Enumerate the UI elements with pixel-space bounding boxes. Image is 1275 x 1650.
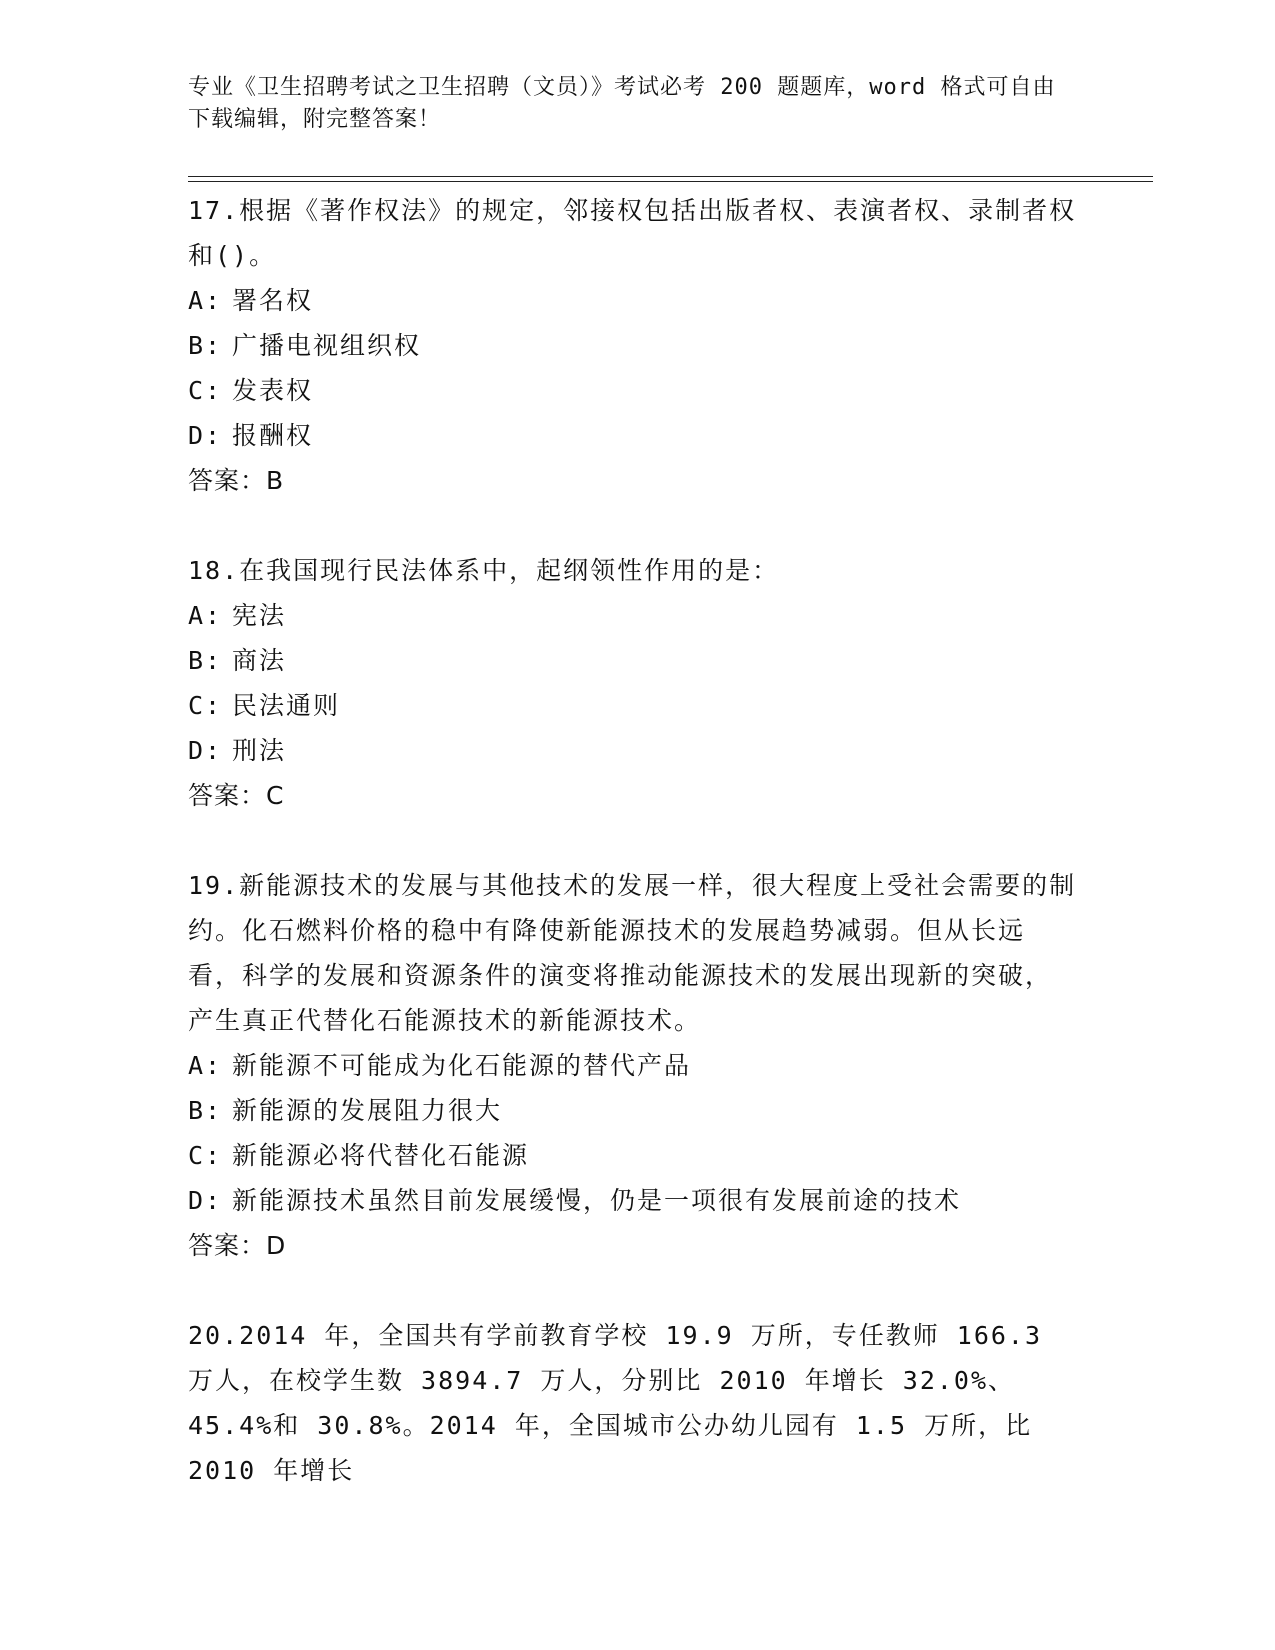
option-text: 报酬权: [232, 421, 314, 450]
option-letter: C:: [188, 691, 223, 720]
answer-line: 答案：C: [188, 781, 285, 810]
option-b: [188, 323, 1078, 368]
option-a: [188, 278, 1078, 323]
option-text: 署名权: [232, 286, 314, 315]
option-c: [188, 683, 1078, 728]
option-d: [188, 413, 1078, 458]
option-b: [188, 1088, 1078, 1133]
question-spacer: [188, 818, 1078, 863]
question-spacer: [188, 1268, 1078, 1313]
question-stem: 18.在我国现行民法体系中，起纲领性作用的是：: [188, 556, 780, 585]
option-letter: D:: [188, 1186, 223, 1215]
question-17: [188, 188, 1078, 503]
option-letter: A:: [188, 286, 223, 315]
option-letter: D:: [188, 736, 223, 765]
question-list: [188, 188, 1078, 1493]
option-letter: B:: [188, 646, 223, 675]
option-text: 新能源不可能成为化石能源的替代产品: [232, 1051, 692, 1080]
option-letter: A:: [188, 601, 223, 630]
answer-line: 答案：D: [188, 1231, 287, 1260]
option-letter: D:: [188, 421, 223, 450]
answer-line: 答案：B: [188, 466, 285, 495]
option-text: 新能源技术虽然目前发展缓慢，仍是一项很有发展前途的技术: [232, 1186, 962, 1215]
option-letter: C:: [188, 376, 223, 405]
option-text: 商法: [232, 646, 287, 675]
option-text: 宪法: [232, 601, 287, 630]
header-rule-top: [188, 176, 1153, 177]
option-letter: B:: [188, 331, 223, 360]
option-c: [188, 368, 1078, 413]
option-text: 发表权: [232, 376, 314, 405]
question-18: [188, 548, 1078, 818]
question-stem: 20.2014 年，全国共有学前教育学校 19.9 万所，专任教师 166.3 万人，在校学生数 3894.7 万人，分别比 2010 年增长 32.0%、45.4%和 30.8%。2014 年，全国城市公办幼儿园有 1.5 万所，比 2010 年增长: [188, 1321, 1043, 1485]
option-letter: A:: [188, 1051, 223, 1080]
option-b: [188, 638, 1078, 683]
question-stem: 17.根据《著作权法》的规定，邻接权包括出版者权、表演者权、录制者权和()。: [188, 196, 1077, 270]
header-rule-bottom: [188, 181, 1153, 182]
option-d: [188, 1178, 1078, 1223]
option-text: 新能源的发展阻力很大: [232, 1096, 503, 1125]
option-text: 广播电视组织权: [232, 331, 422, 360]
option-text: 民法通则: [232, 691, 341, 720]
option-letter: C:: [188, 1141, 223, 1170]
option-text: 新能源必将代替化石能源: [232, 1141, 530, 1170]
option-d: [188, 728, 1078, 773]
option-a: [188, 1043, 1078, 1088]
option-a: [188, 593, 1078, 638]
document-header: 专业《卫生招聘考试之卫生招聘（文员）》考试必考 200 题题库，word 格式可自由下载编辑，附完整答案！: [188, 75, 1056, 132]
option-c: [188, 1133, 1078, 1178]
question-20: [188, 1313, 1078, 1493]
option-letter: B:: [188, 1096, 223, 1125]
option-text: 刑法: [232, 736, 287, 765]
question-stem: 19.新能源技术的发展与其他技术的发展一样，很大程度上受社会需要的制约。化石燃料价格的稳中有降使新能源技术的发展趋势减弱。但从长远看，科学的发展和资源条件的演变将推动能源技术的发展出现新的突破，产生真正代替化石能源技术的新能源技术。: [188, 871, 1077, 1035]
question-spacer: [188, 503, 1078, 548]
question-19: [188, 863, 1078, 1268]
